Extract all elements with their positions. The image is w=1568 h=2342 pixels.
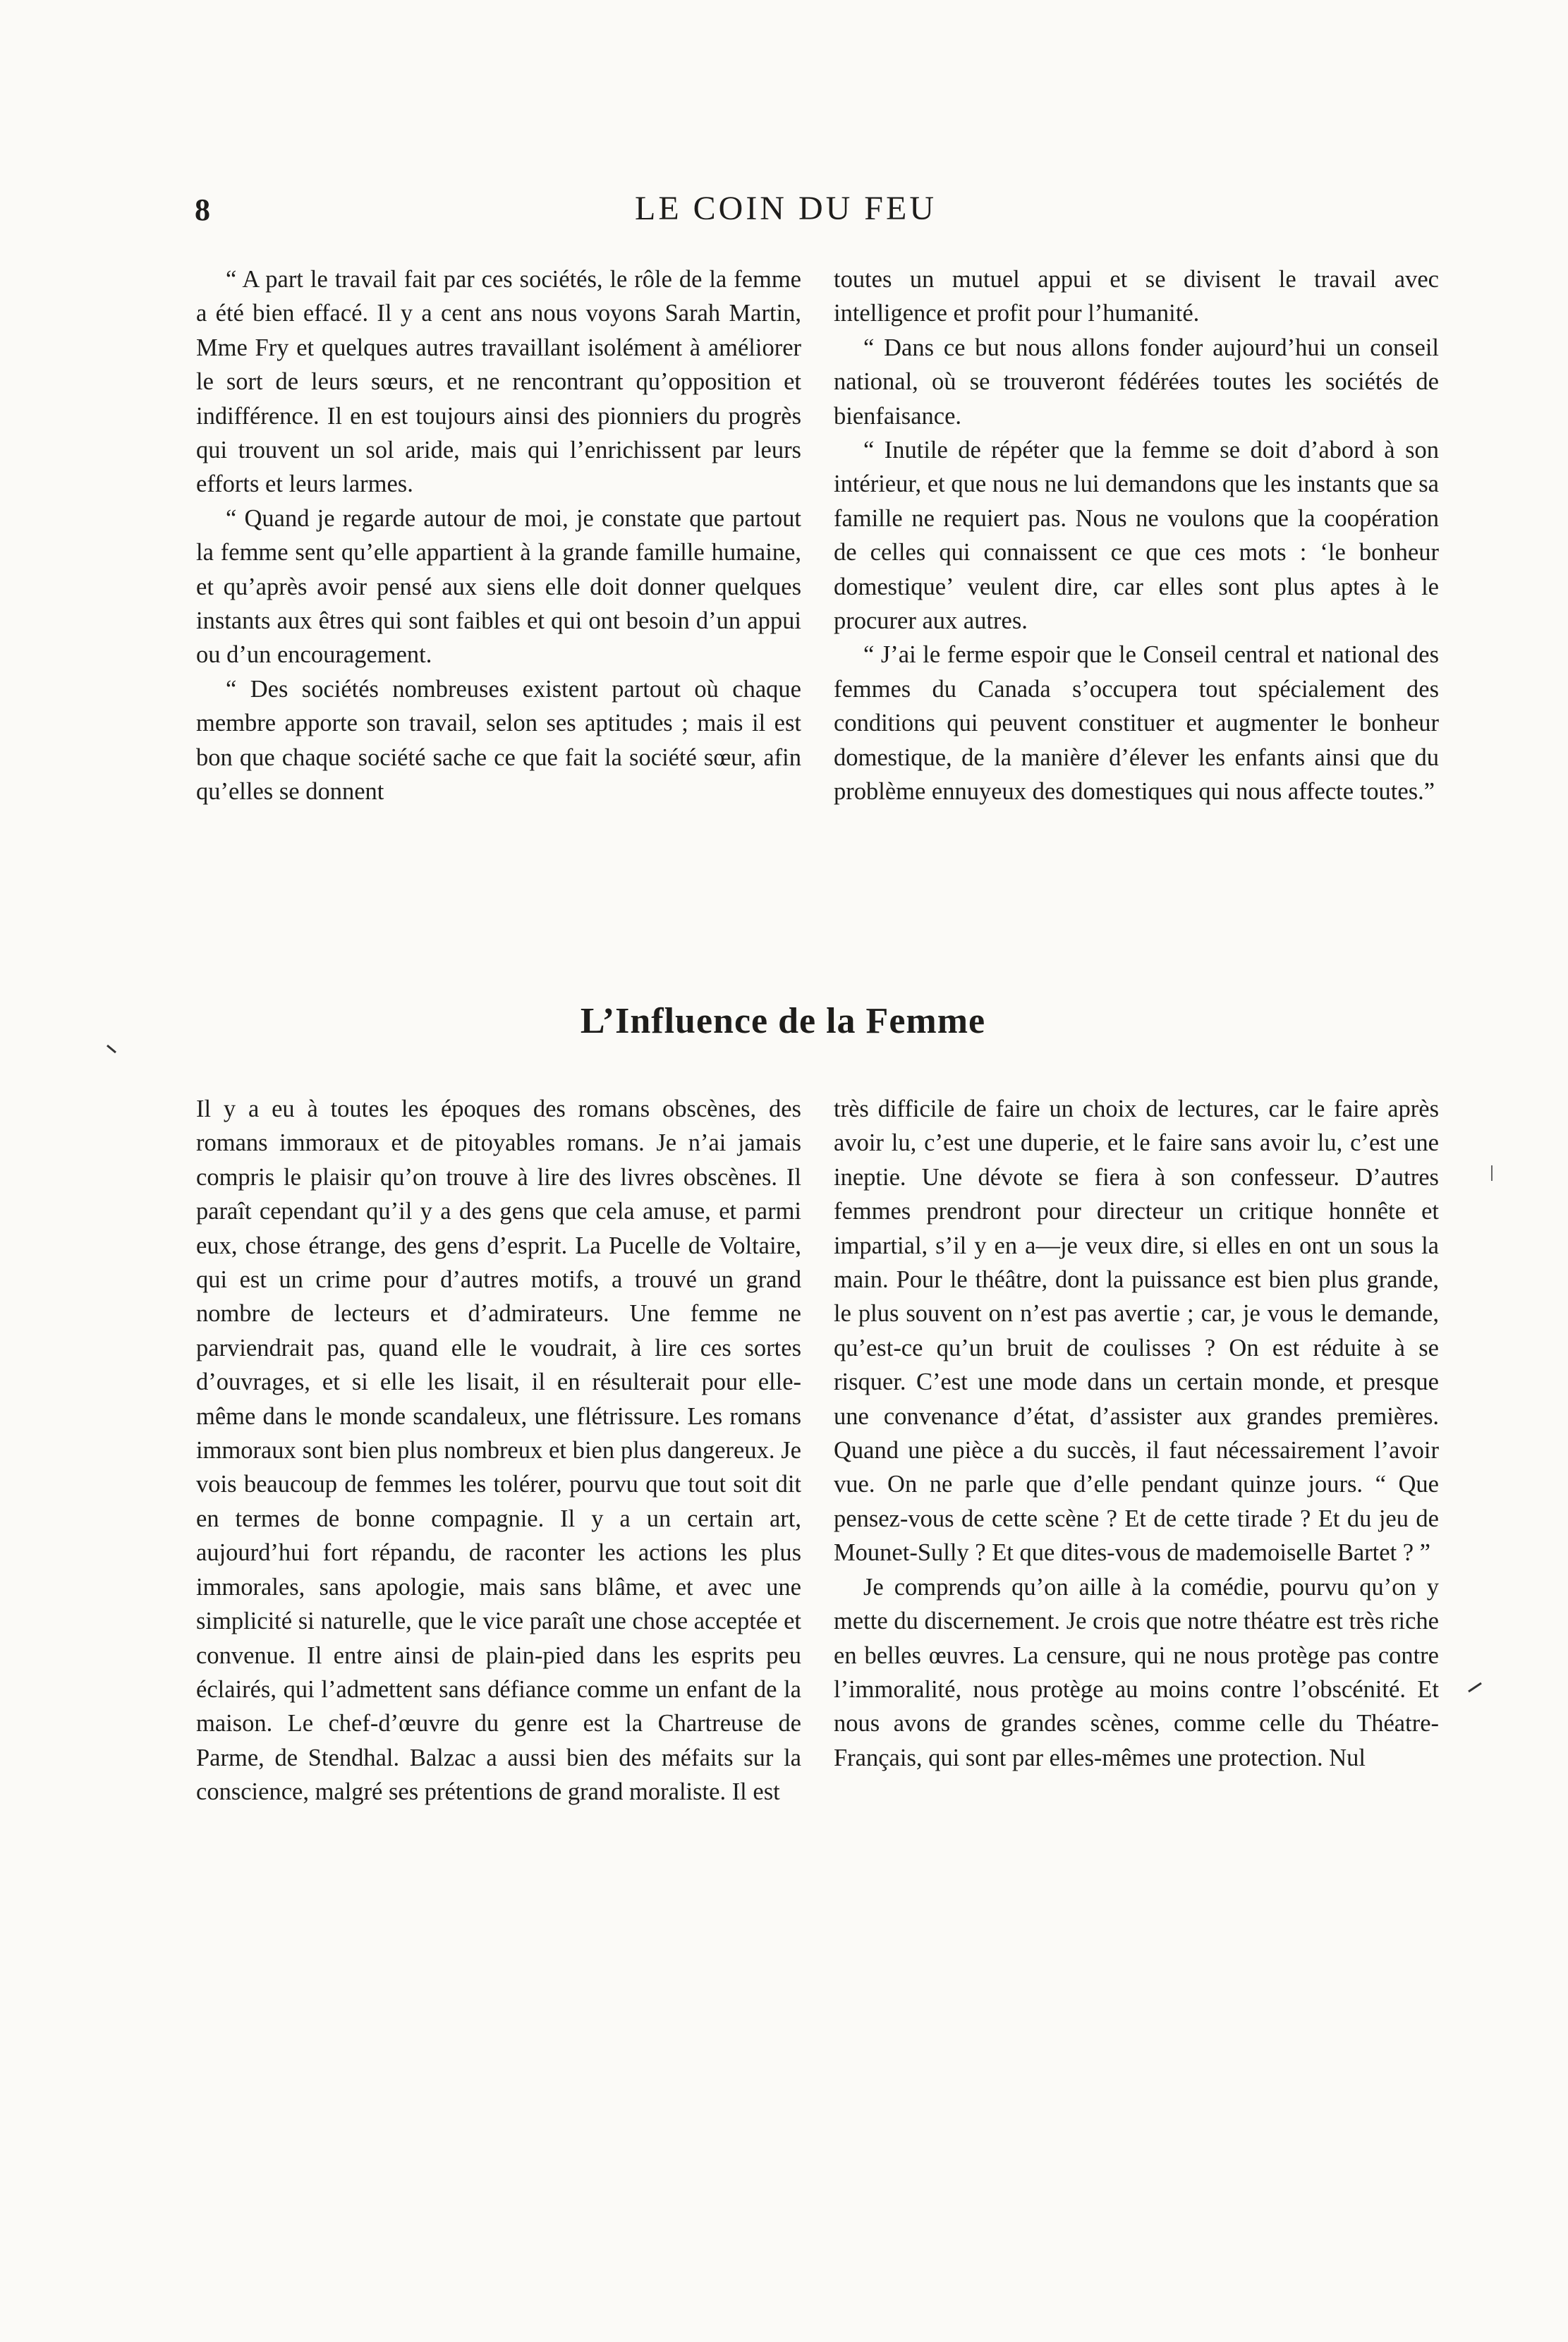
paragraph: “ Inutile de répéter que la femme se doit d’abord à son intérieur, et que nous ne lui demandons que les instants que sa famille ne requiert pas. Nous ne voulons que la coopération de celles qui connaissent ce que ces mots : ‘le bonheur domestique’ veulent dire, car elles sont plus aptes à le procurer aux autres. <box>834 437 1439 635</box>
paragraph: Il y a eu à toutes les époques des romans obscènes, des romans immoraux et de pitoyables romans. Je n’ai jamais compris le plaisir qu’on trouve à lire des livres obscènes. Il paraît cependant qu’il y a des gens que cela amuse, et parmi eux, chose étrange, des gens d’esprit. La Pucelle de Voltaire, qui est un crime pour d’autres motifs, a trouvé un grand nombre de lecteurs et d’admirateurs. Une femme ne parviendrait pas, quand elle le voudrait, à lire ces sortes d’ouvrages, et si elle les lisait, il en résulterait pour elle-même dans le monde scandaleux, une flétrissure. Les romans immoraux sont bien plus nombreux et bien plus dangereux. Je vois beaucoup de femmes les tolérer, pourvu que tout soit dit en termes de bonne compagnie. Il y a un certain art, aujourd’hui fort répandu, de raconter les actions les plus immorales, sans apologie, mais sans blâme, et avec une simplicité si naturelle, que le vice paraît une chose acceptée et convenue. Il entre ainsi de plain-pied dans les esprits peu éclairés, qui l’admettent sans défiance comme un enfant de la maison. Le chef-d’œuvre du genre est la Chartreuse de Parme, de Stendhal. Balzac a aussi bien des méfaits sur la conscience, malgré ses prétentions de grand moraliste. Il est <box>196 1096 801 1806</box>
top-right-column <box>834 262 1439 809</box>
page-number: 8 <box>195 193 211 227</box>
paragraph: “ Dans ce but nous allons fonder aujourd’hui un conseil national, où se trouveront fédérées toutes les sociétés de bienfaisance. <box>834 334 1439 430</box>
stray-mark <box>1467 1679 1484 1696</box>
paragraph: “ Quand je regarde autour de moi, je constate que partout la femme sent qu’elle appartient à la grande famille humaine, et qu’après avoir pensé aux siens elle doit donner quelques instants aux êtres qui sont faibles et qui ont besoin d’un appui ou d’un encouragement. <box>196 504 801 669</box>
article-right-column <box>834 1092 1439 1775</box>
stray-mark <box>106 1044 120 1058</box>
paragraph: “ A part le travail fait par ces sociétés, le rôle de la femme a été bien effacé. Il y a cent ans nous voyons Sarah Martin, Mme Fry et quelques autres travaillant isolément à améliorer le sort de leurs sœurs, et ne rencontrant qu’opposition et indifférence. Il en est toujours ainsi des pionniers du progrès qui trouvent un sol aride, mais qui l’enrichissent par leurs efforts et leurs larmes. <box>196 266 801 498</box>
top-left-column <box>196 262 801 809</box>
paragraph: Je comprends qu’on aille à la comédie, pourvu qu’on y mette du discernement. Je crois que notre théatre est très riche en belles œuvres. La censure, qui ne nous protège pas contre l’immoralité, nous protège au moins contre l’obscénité. Et nous avons de grandes scènes, comme celle du Théatre-Français, qui sont par elles-mêmes une protection. Nul <box>834 1573 1439 1771</box>
paragraph: “ Des sociétés nombreuses existent partout où chaque membre apporte son travail, selon ses aptitudes ; mais il est bon que chaque société sache ce que fait la société sœur, afin qu’elles se donnent <box>196 675 801 806</box>
article-left-column <box>196 1092 801 1809</box>
paragraph: toutes un mutuel appui et se divisent le travail avec intelligence et profit pour l’humanité. <box>834 266 1439 327</box>
running-title: LE COIN DU FEU <box>635 190 937 227</box>
article-title: L’Influence de la Femme <box>580 1001 986 1041</box>
paragraph: très difficile de faire un choix de lectures, car le faire après avoir lu, c’est une duperie, et le faire sans avoir lu, c’est une ineptie. Une dévote se fiera à son confesseur. D’autres femmes prendront pour directeur un critique honnête et impartial, s’il y en a—je veux dire, si elles en ont un sous la main. Pour le théâtre, dont la puissance est bien plus grande, le plus souvent on n’est pas avertie ; car, je vous le demande, qu’est-ce qu’un bruit de coulisses ? On est réduite à se risquer. C’est une mode dans un certain monde, et presque une convenance d’état, d’assister aux grandes premières. Quand une pièce a du succès, il faut nécessairement l’avoir vue. On ne parle que d’elle pendant quinze jours. “ Que pensez-vous de cette scène ? Et de cette tirade ? Et du jeu de Mounet-Sully ? Et que dites-vous de mademoiselle Bartet ? ” <box>834 1096 1439 1567</box>
paragraph: “ J’ai le ferme espoir que le Conseil central et national des femmes du Canada s’occupera tout spécialement des conditions qui peuvent constituer et augmenter le bonheur domestique, de la manière d’élever les enfants ainsi que du problème ennuyeux des domestiques qui nous affecte toutes.” <box>834 641 1439 806</box>
stray-mark <box>1488 1164 1495 1185</box>
